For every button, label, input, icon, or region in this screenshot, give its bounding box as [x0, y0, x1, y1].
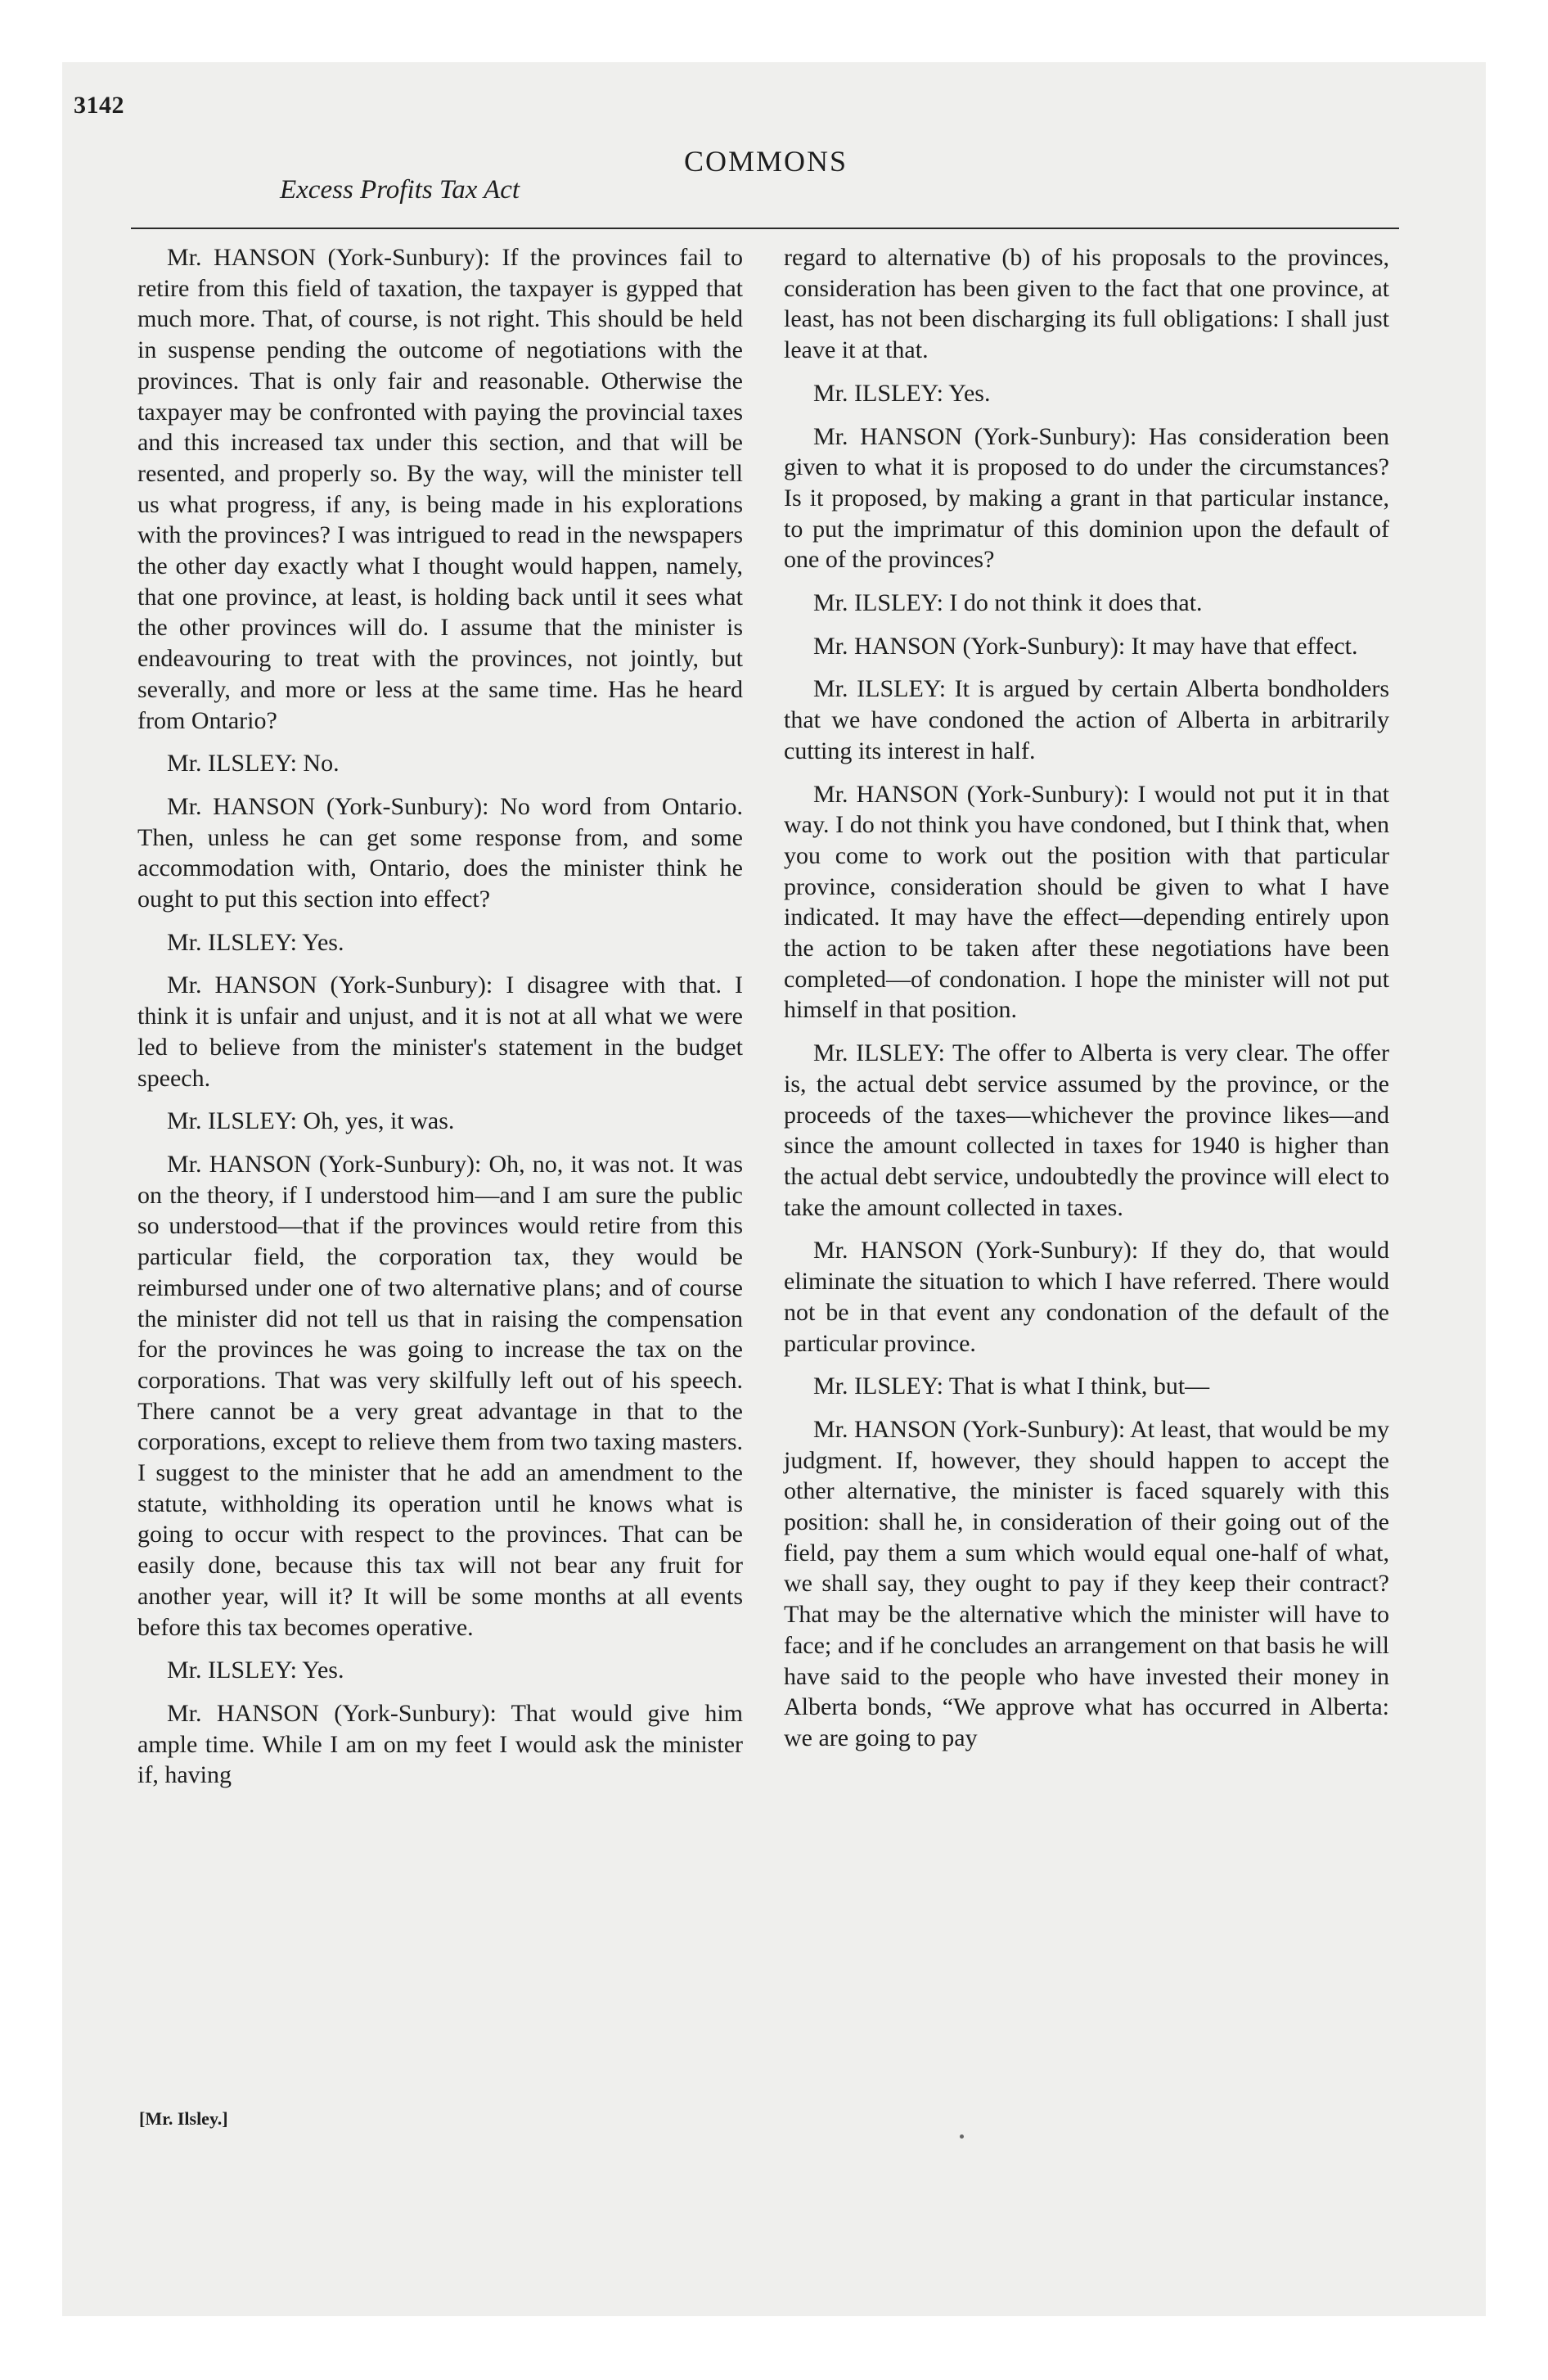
paragraph: Mr. HANSON (York-Sunbury): That would give him ample time. While I am on my feet I would ask the minister if, having — [137, 1699, 743, 1789]
right-column — [784, 242, 1389, 1766]
paragraph: Mr. ILSLEY: No. — [167, 750, 340, 778]
paragraph: Mr. HANSON (York-Sunbury): I would not put it in that way. I do not think you have condoned, but I think that, when you come to work out the position with that particular province, consideration should be given to what I have indicated. It may have the effect—depending entirely upon the action to be taken after these negotiations have been completed—of condonation. I hope the minister will not put himself in that position. — [784, 780, 1389, 1024]
paragraph: Mr. ILSLEY: The offer to Alberta is very clear. The offer is, the actual debt service assumed by the province, or the proceeds of the taxes—whichever the province likes—and since the amount collected in taxes for 1940 is higher than the actual debt service, undoubtedly the province will elect to take the amount collected in taxes. — [784, 1039, 1389, 1221]
paragraph: Mr. HANSON (York-Sunbury): If the provinces fail to retire from this field of taxation, the taxpayer is gypped that much more. That, of course, is not right. This should be held in suspense pending the outcome of negotiations with the provinces. That is only fair and reasonable. Otherwise the taxpayer may be confronted with paying the provincial taxes and this increased tax under this section, and that will be resented, and properly so. By the way, will the minister tell us what progress, if any, is being made in his explorations with the provinces? I was intrigued to read in the newspapers the other day exactly what I thought would happen, namely, that one province, at least, is holding back until it sees what the other provinces will do. I assume that the minister is endeavouring to treat with the provinces, not jointly, but severally, and more or less at the same time. Has he heard from Ontario? — [137, 244, 743, 734]
paragraph: Mr. HANSON (York-Sunbury): It may have that effect. — [813, 632, 1358, 660]
paragraph: Mr. ILSLEY: Yes. — [167, 1657, 344, 1684]
page-speck — [960, 2134, 964, 2139]
paragraph: Mr. HANSON (York-Sunbury): Oh, no, it was not. It was on the theory, if I understood him—and I am sure the public so understood—that if the provinces would retire from this particular field, the corporation tax, they would be reimbursed under one of two alternative plans; and of course the minister did not tell us that in raising the compensation for the provinces he was going to increase the tax on the corporations. That was very skilfully left out of his speech. There cannot be a very great advantage in that to the corporations, except to relieve them from two taxing masters. I suggest to the minister that he add an amendment to the statute, withholding its operation until he knows what is going to occur with respect to the provinces. That can be easily done, because this tax will not bear any fruit for another year, will it? It will be some months at all events before this tax becomes operative. — [137, 1150, 743, 1641]
paragraph: Mr. HANSON (York-Sunbury): I disagree with that. I think it is unfair and unjust, and it is not at all what we were led to believe from the minister's statement in the budget speech. — [137, 971, 743, 1092]
header-rule — [131, 228, 1399, 229]
left-column — [137, 242, 743, 1803]
paragraph: Mr. HANSON (York-Sunbury): At least, that would be my judgment. If, however, they should happen to accept the other alternative, the minister is faced squarely with this position: shall he, in consideration of their going out of the field, pay them a sum which would equal one-half of what, we shall say, they ought to pay if they keep their contract? That may be the alternative which the minister will have to face; and if he concludes an arrangement on that basis he will have said to the people who have invested their money in Alberta bonds, “We approve what has occurred in Alberta: we are going to pay — [784, 1415, 1389, 1751]
paragraph: Mr. ILSLEY: Yes. — [813, 379, 991, 407]
running-head: COMMONS — [684, 145, 848, 178]
paragraph: regard to alternative (b) of his proposals to the provinces, consideration has been given to the fact that one province, at least, has not been discharging its full obligations: I shall just leave it at that. — [784, 244, 1389, 364]
paragraph: Mr. ILSLEY: That is what I think, but— — [813, 1373, 1210, 1400]
paragraph: Mr. ILSLEY: I do not think it does that. — [813, 589, 1203, 617]
paragraph: Mr. ILSLEY: Oh, yes, it was. — [167, 1107, 455, 1135]
paragraph: Mr. HANSON (York-Sunbury): No word from Ontario. Then, unless he can get some response from, and some accommodation with, Ontario, does the minister think he ought to put this section into effect? — [137, 792, 743, 913]
section-title: Excess Profits Tax Act — [280, 175, 520, 205]
paragraph: Mr. ILSLEY: It is argued by certain Alberta bondholders that we have condoned the action of Alberta in arbitrarily cutting its interest in half. — [784, 675, 1389, 764]
paragraph: Mr. HANSON (York-Sunbury): Has consideration been given to what it is proposed to do under the circumstances? Is it proposed, by making a grant in that particular instance, to put the imprimatur of this dominion upon the default of one of the provinces? — [784, 422, 1389, 574]
page-number: 3142 — [74, 92, 124, 119]
speaker-tag: [Mr. Ilsley.] — [139, 2108, 228, 2129]
paragraph: Mr. ILSLEY: Yes. — [167, 928, 344, 956]
paragraph: Mr. HANSON (York-Sunbury): If they do, that would eliminate the situation to which I have referred. There would not be in that event any condonation of the default of the particular province. — [784, 1237, 1389, 1357]
